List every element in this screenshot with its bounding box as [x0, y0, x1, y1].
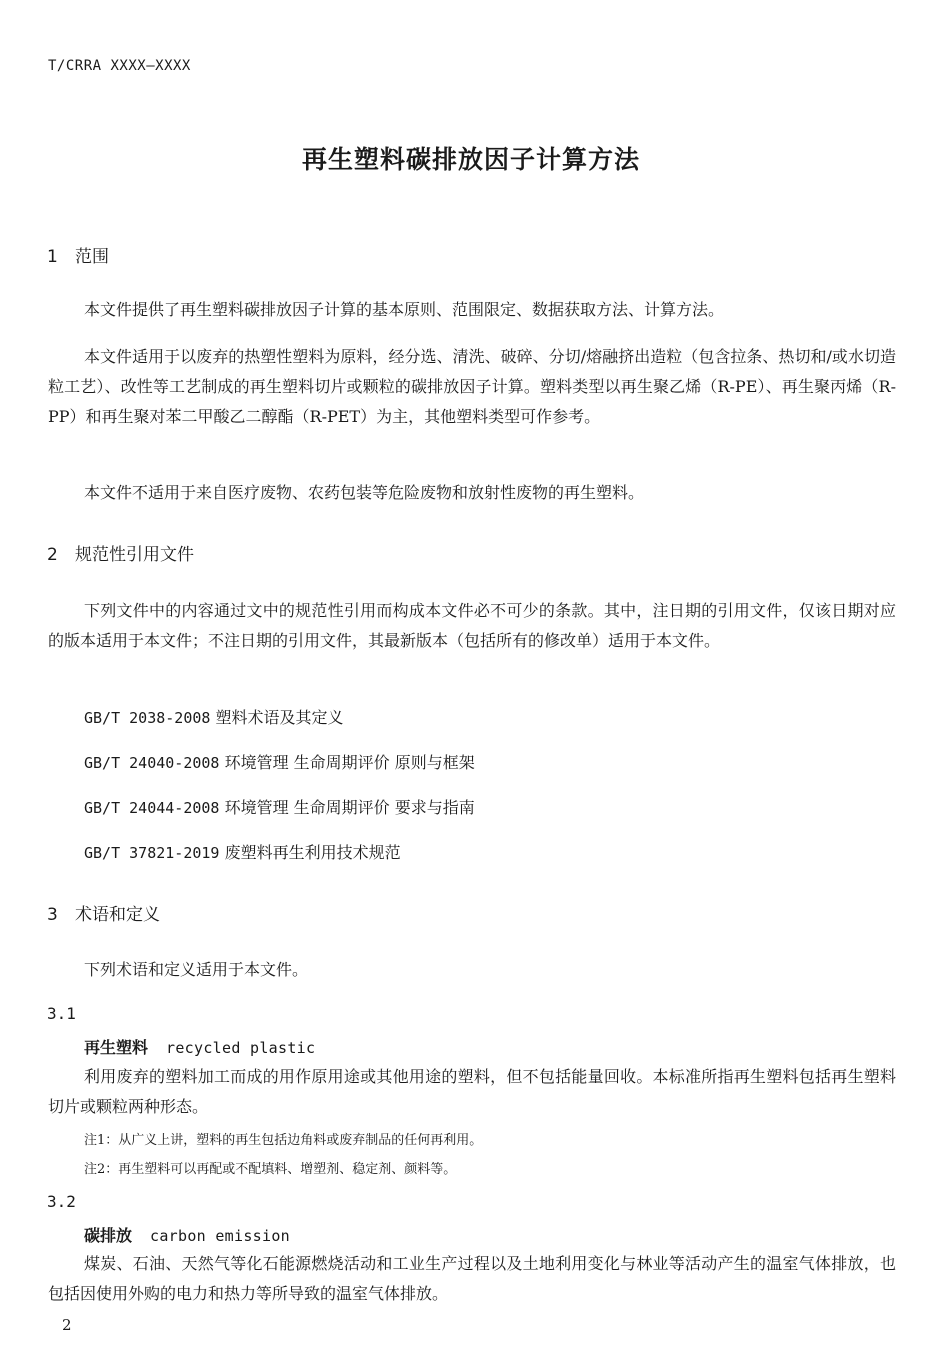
term-chinese: 碳排放: [84, 1226, 133, 1245]
scope-paragraph: 本文件适用于以废弃的热塑性塑料为原料，经分选、清洗、破碎、分切/熔融挤出造粒（包含拉条、热切和/或水切造粒工艺）、改性等工艺制成的再生塑料切片或颗粒的碳排放因子计算。塑料类型以再生聚乙烯（R-PE）、再生聚丙烯（R-PP）和再生聚对苯二甲酸乙二醇酯（R-PET）为主，其他塑料类型可作参考。: [48, 347, 896, 426]
clause-number: 3.2: [47, 1192, 76, 1211]
section-heading-normative-references: [47, 540, 194, 565]
term-note: 注1：从广义上讲，塑料的再生包括边角料或废弃制品的任何再利用。: [84, 1133, 483, 1148]
reference-code: GB/T 37821-2019: [84, 844, 220, 862]
reference-code: GB/T 24040-2008: [84, 754, 220, 772]
term-definition: 利用废弃的塑料加工而成的用作原用途或其他用途的塑料，但不包括能量回收。本标准所指再生塑料包括再生塑料切片或颗粒两种形态。: [48, 1067, 896, 1116]
document-title: 再生塑料碳排放因子计算方法: [301, 145, 640, 174]
section-number: 1: [47, 247, 58, 267]
section-title: 术语和定义: [75, 905, 160, 925]
term-chinese: 再生塑料: [84, 1038, 149, 1057]
references-intro: 下列文件中的内容通过文中的规范性引用而构成本文件必不可少的条款。其中，注日期的引用文件，仅该日期对应的版本适用于本文件；不注日期的引用文件，其最新版本（包括所有的修改单）适用于本文件。: [48, 601, 896, 650]
reference-item: [84, 795, 475, 818]
term-entry: [84, 1035, 315, 1058]
term-english: recycled plastic: [166, 1039, 316, 1057]
reference-title: 废塑料再生利用技术规范: [224, 843, 401, 862]
reference-title: 塑料术语及其定义: [215, 708, 344, 727]
section-title: 规范性引用文件: [75, 545, 194, 565]
clause-number: 3.1: [47, 1004, 76, 1023]
reference-item: [84, 705, 344, 728]
term-english: carbon emission: [150, 1227, 290, 1245]
term-note: 注2：再生塑料可以再配或不配填料、增塑剂、稳定剂、颜料等。: [84, 1162, 457, 1177]
reference-code: GB/T 24044-2008: [84, 799, 220, 817]
section-heading-scope: [47, 242, 109, 267]
section-number: 3: [47, 905, 58, 925]
reference-title: 环境管理 生命周期评价 原则与框架: [224, 753, 475, 772]
reference-code: GB/T 2038-2008: [84, 709, 211, 727]
document-code: T/CRRA XXXX—XXXX: [48, 58, 191, 74]
reference-item: [84, 750, 475, 773]
scope-paragraph: 本文件提供了再生塑料碳排放因子计算的基本原则、范围限定、数据获取方法、计算方法。: [84, 300, 725, 319]
term-definition: 煤炭、石油、天然气等化石能源燃烧活动和工业生产过程以及土地利用变化与林业等活动产生的温室气体排放，也包括因使用外购的电力和热力等所导致的温室气体排放。: [48, 1254, 896, 1303]
section-heading-terms: [47, 900, 160, 925]
page-number: 2: [62, 1316, 72, 1334]
reference-title: 环境管理 生命周期评价 要求与指南: [224, 798, 475, 817]
term-entry: [84, 1223, 290, 1246]
scope-paragraph: 本文件不适用于来自医疗废物、农药包装等危险废物和放射性废物的再生塑料。: [84, 483, 645, 502]
section-title: 范围: [75, 247, 109, 267]
section-number: 2: [47, 545, 58, 565]
reference-item: [84, 840, 401, 863]
terms-intro: 下列术语和定义适用于本文件。: [84, 960, 309, 979]
